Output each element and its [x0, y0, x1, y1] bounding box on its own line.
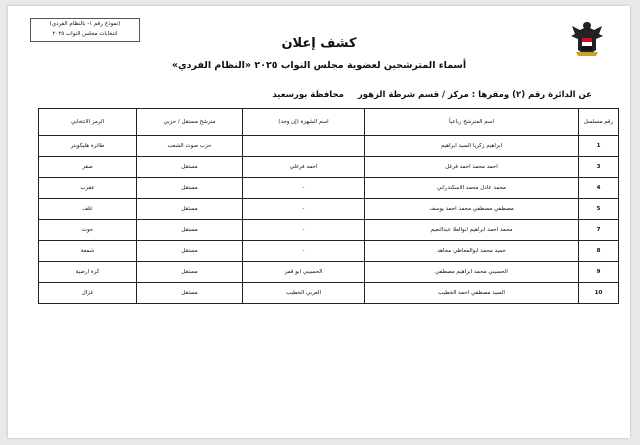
header-symbol: الرمز الانتخابي	[39, 109, 137, 136]
header-serial: رقم مسلسل	[579, 109, 619, 136]
cell-symbol: صقر	[39, 157, 137, 178]
cell-serial: 10	[579, 283, 619, 304]
table-row	[39, 157, 619, 178]
cell-serial: 9	[579, 262, 619, 283]
cell-symbol: شمعة	[39, 241, 137, 262]
cell-serial: 4	[579, 178, 619, 199]
cell-serial: 5	[579, 199, 619, 220]
table-row	[39, 241, 619, 262]
cell-symbol: غلف	[39, 199, 137, 220]
cell-name: محمد احمد ابراهيم ابوالعلا عبدالنعيم	[365, 220, 579, 241]
cell-fame: -	[243, 178, 365, 199]
cell-symbol: عقرب	[39, 178, 137, 199]
table-row	[39, 220, 619, 241]
cell-fame: -	[243, 241, 365, 262]
cell-party: مستقل	[137, 241, 243, 262]
table-row	[39, 283, 619, 304]
governorate-text: محافظة بورسعيد	[272, 90, 344, 100]
cell-name: محمد عادل محمد الاسكندراني	[365, 178, 579, 199]
cell-fame: -	[243, 220, 365, 241]
cell-fame: -	[243, 199, 365, 220]
cell-serial: 3	[579, 157, 619, 178]
cell-fame: احمد فرغلي	[243, 157, 365, 178]
table-row	[39, 178, 619, 199]
district-line	[272, 90, 592, 100]
cell-symbol: غزال	[39, 283, 137, 304]
table-row	[39, 262, 619, 283]
header-party: مترشح مستقل / حزبي	[137, 109, 243, 136]
cell-symbol: كرة ارضية	[39, 262, 137, 283]
cell-fame: الحسيني ابو قمر	[243, 262, 365, 283]
table-row	[39, 199, 619, 220]
cell-party: حزب صوت الشعب	[137, 136, 243, 157]
cell-party: مستقل	[137, 283, 243, 304]
cell-name: الحسيني محمد ابراهيم مصطفي	[365, 262, 579, 283]
cell-name: احمد محمد احمد فرغل	[365, 157, 579, 178]
cell-symbol: حوت	[39, 220, 137, 241]
announcement-page	[8, 6, 630, 438]
candidates-table	[38, 108, 619, 304]
cell-name: حميد محمد ابوالمعاطي مجاهد	[365, 241, 579, 262]
cell-party: مستقل	[137, 157, 243, 178]
form-model-label: (نموذج رقم ١- بالنظام الفردي)	[49, 21, 121, 27]
cell-party: مستقل	[137, 178, 243, 199]
cell-party: مستقل	[137, 199, 243, 220]
page-subtitle: أسماء المترشحين لعضوية مجلس النواب ٢٠٢٥ «النظام الفردي»	[171, 60, 467, 71]
cell-serial: 1	[579, 136, 619, 157]
cell-name: ابراهيم زكريا السيد ابراهيم	[365, 136, 579, 157]
election-label: انتخابات مجلس النواب ٢٠٢٥	[52, 31, 118, 37]
page-title: كشف إعلان	[281, 36, 357, 51]
cell-name: مصطفي مصطفي محمد احمد يوسف	[365, 199, 579, 220]
cell-fame	[243, 136, 365, 157]
cell-serial: 8	[579, 241, 619, 262]
table-header-row	[39, 109, 619, 136]
header-fame: اسم الشهرة (إن وجد)	[243, 109, 365, 136]
cell-name: السيد مصطفي احمد الخطيب	[365, 283, 579, 304]
cell-party: مستقل	[137, 262, 243, 283]
district-text: عن الدائرة رقم (٢) ومقرها : مركز / قسم شرطة الزهور	[357, 90, 592, 100]
cell-symbol: طائرة هليكوبتر	[39, 136, 137, 157]
header-name: اسم المترشح رباعياً	[365, 109, 579, 136]
cell-fame: العربي الخطيب	[243, 283, 365, 304]
cell-party: مستقل	[137, 220, 243, 241]
cell-serial: 7	[579, 220, 619, 241]
table-row	[39, 136, 619, 157]
